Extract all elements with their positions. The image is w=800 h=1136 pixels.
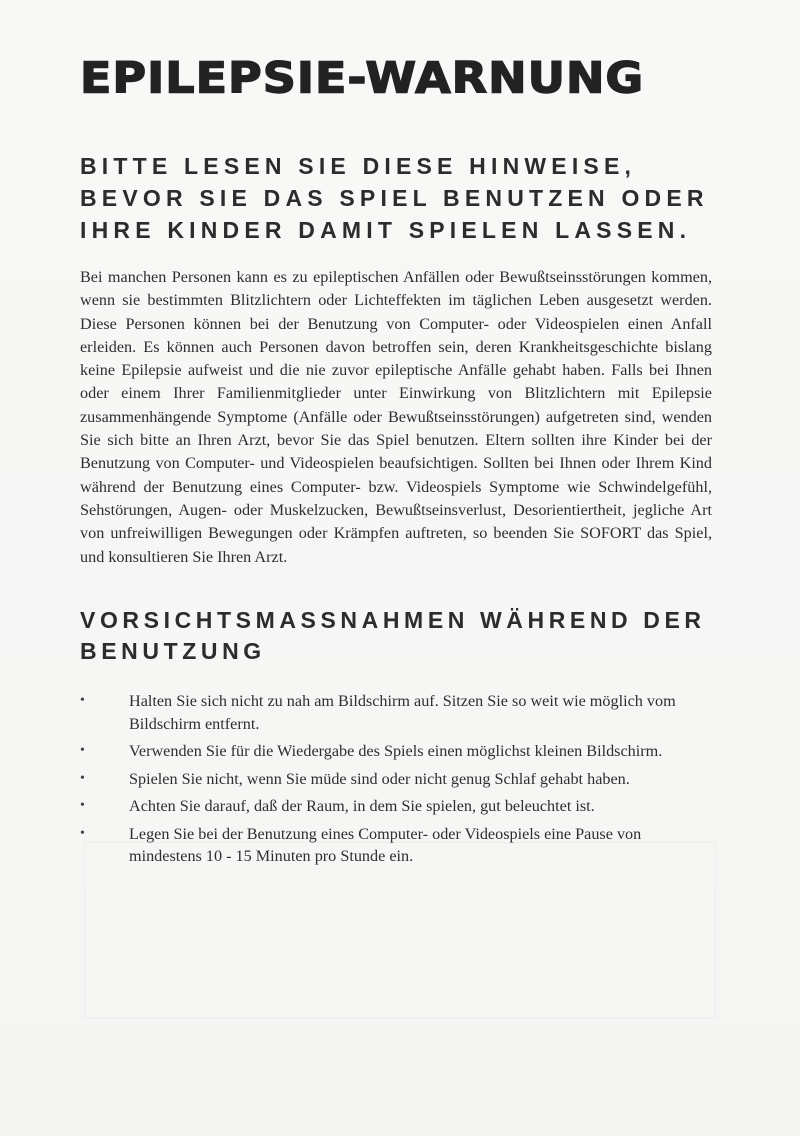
list-item: [80, 795, 711, 818]
list-item: [80, 740, 711, 763]
precaution-text: Halten Sie sich nicht zu nah am Bildschirm auf. Sitzen Sie so weit wie möglich vom Bildschirm entfernt.: [129, 692, 676, 733]
bullet-icon: •: [80, 693, 85, 708]
precautions-heading: VORSICHTSMASSNAHMEN WÄHREND DER BENUTZUNG: [80, 607, 706, 664]
bullet-icon: •: [80, 743, 85, 758]
precaution-text: Legen Sie bei der Benutzung eines Computer- oder Videospiels eine Pause von mindestens 10 - 15 Minuten pro Stunde ein.: [129, 824, 642, 865]
list-item: [80, 823, 711, 868]
list-item: [80, 690, 711, 735]
precautions-list: [80, 690, 720, 873]
bullet-icon: •: [80, 770, 85, 786]
warning-subtitle: BITTE LESEN SIE DIESE HINWEISE, BEVOR SIE DAS SPIEL BENUTZEN ODER IHRE KINDER DAMIT SPIELEN LASSEN.: [80, 153, 709, 243]
precaution-text: Verwenden Sie für die Wiedergabe des Spiels einen möglichst kleinen Bildschirm.: [129, 742, 663, 760]
list-item: [80, 768, 711, 791]
precaution-text: Spielen Sie nicht, wenn Sie müde sind oder nicht genug Schlaf gehabt haben.: [129, 769, 630, 788]
bullet-icon: •: [80, 798, 85, 813]
warning-paragraph: Bei manchen Personen kann es zu epileptischen Anfällen oder Bewußtseinsstörungen kommen, wenn sie bestimmten Blitzlichtern oder Lichteffekten im täglichen Leben ausgesetzt werden. Diese Personen können bei der Benutzung von Computer- oder Videospielen einen Anfall erleiden. Es können auch Personen davon betroffen sein, deren Krankheitsgeschichte bislang keine Epilepsie aufweist und die nie zuvor epileptische Anfälle gehabt haben. Falls bei Ihnen oder einem Ihrer Familienmitglieder unter Einwirkung von Blitzlichtern mit Epilepsie zusammenhängende Symptome (Anfälle oder Bewußtseinsstörungen) aufgetreten sind, wenden Sie sich bitte an Ihren Arzt, bevor Sie das Spiel benutzen. Eltern sollten ihre Kinder bei der Benutzung von Computer- und Videospielen beaufsichtigen. Sollten bei Ihnen oder Ihrem Kind während der Benutzung eines Computer- bzw. Videospiels Symptome wie Schwindelgefühl, Sehstörungen, Augen- oder Muskelzucken, Bewußtseinsverlust, Desorientiertheit, jegliche Art von unfreiwilligen Bewegungen oder Krämpfen auftreten, so beenden Sie SOFORT das Spiel, und konsultieren Sie Ihren Arzt.: [80, 268, 712, 566]
page-title: EPILEPSIE-WARNUNG: [80, 52, 645, 103]
precaution-text: Achten Sie darauf, daß der Raum, in dem Sie spielen, gut beleuchtet ist.: [129, 797, 595, 815]
bullet-icon: •: [80, 825, 85, 841]
